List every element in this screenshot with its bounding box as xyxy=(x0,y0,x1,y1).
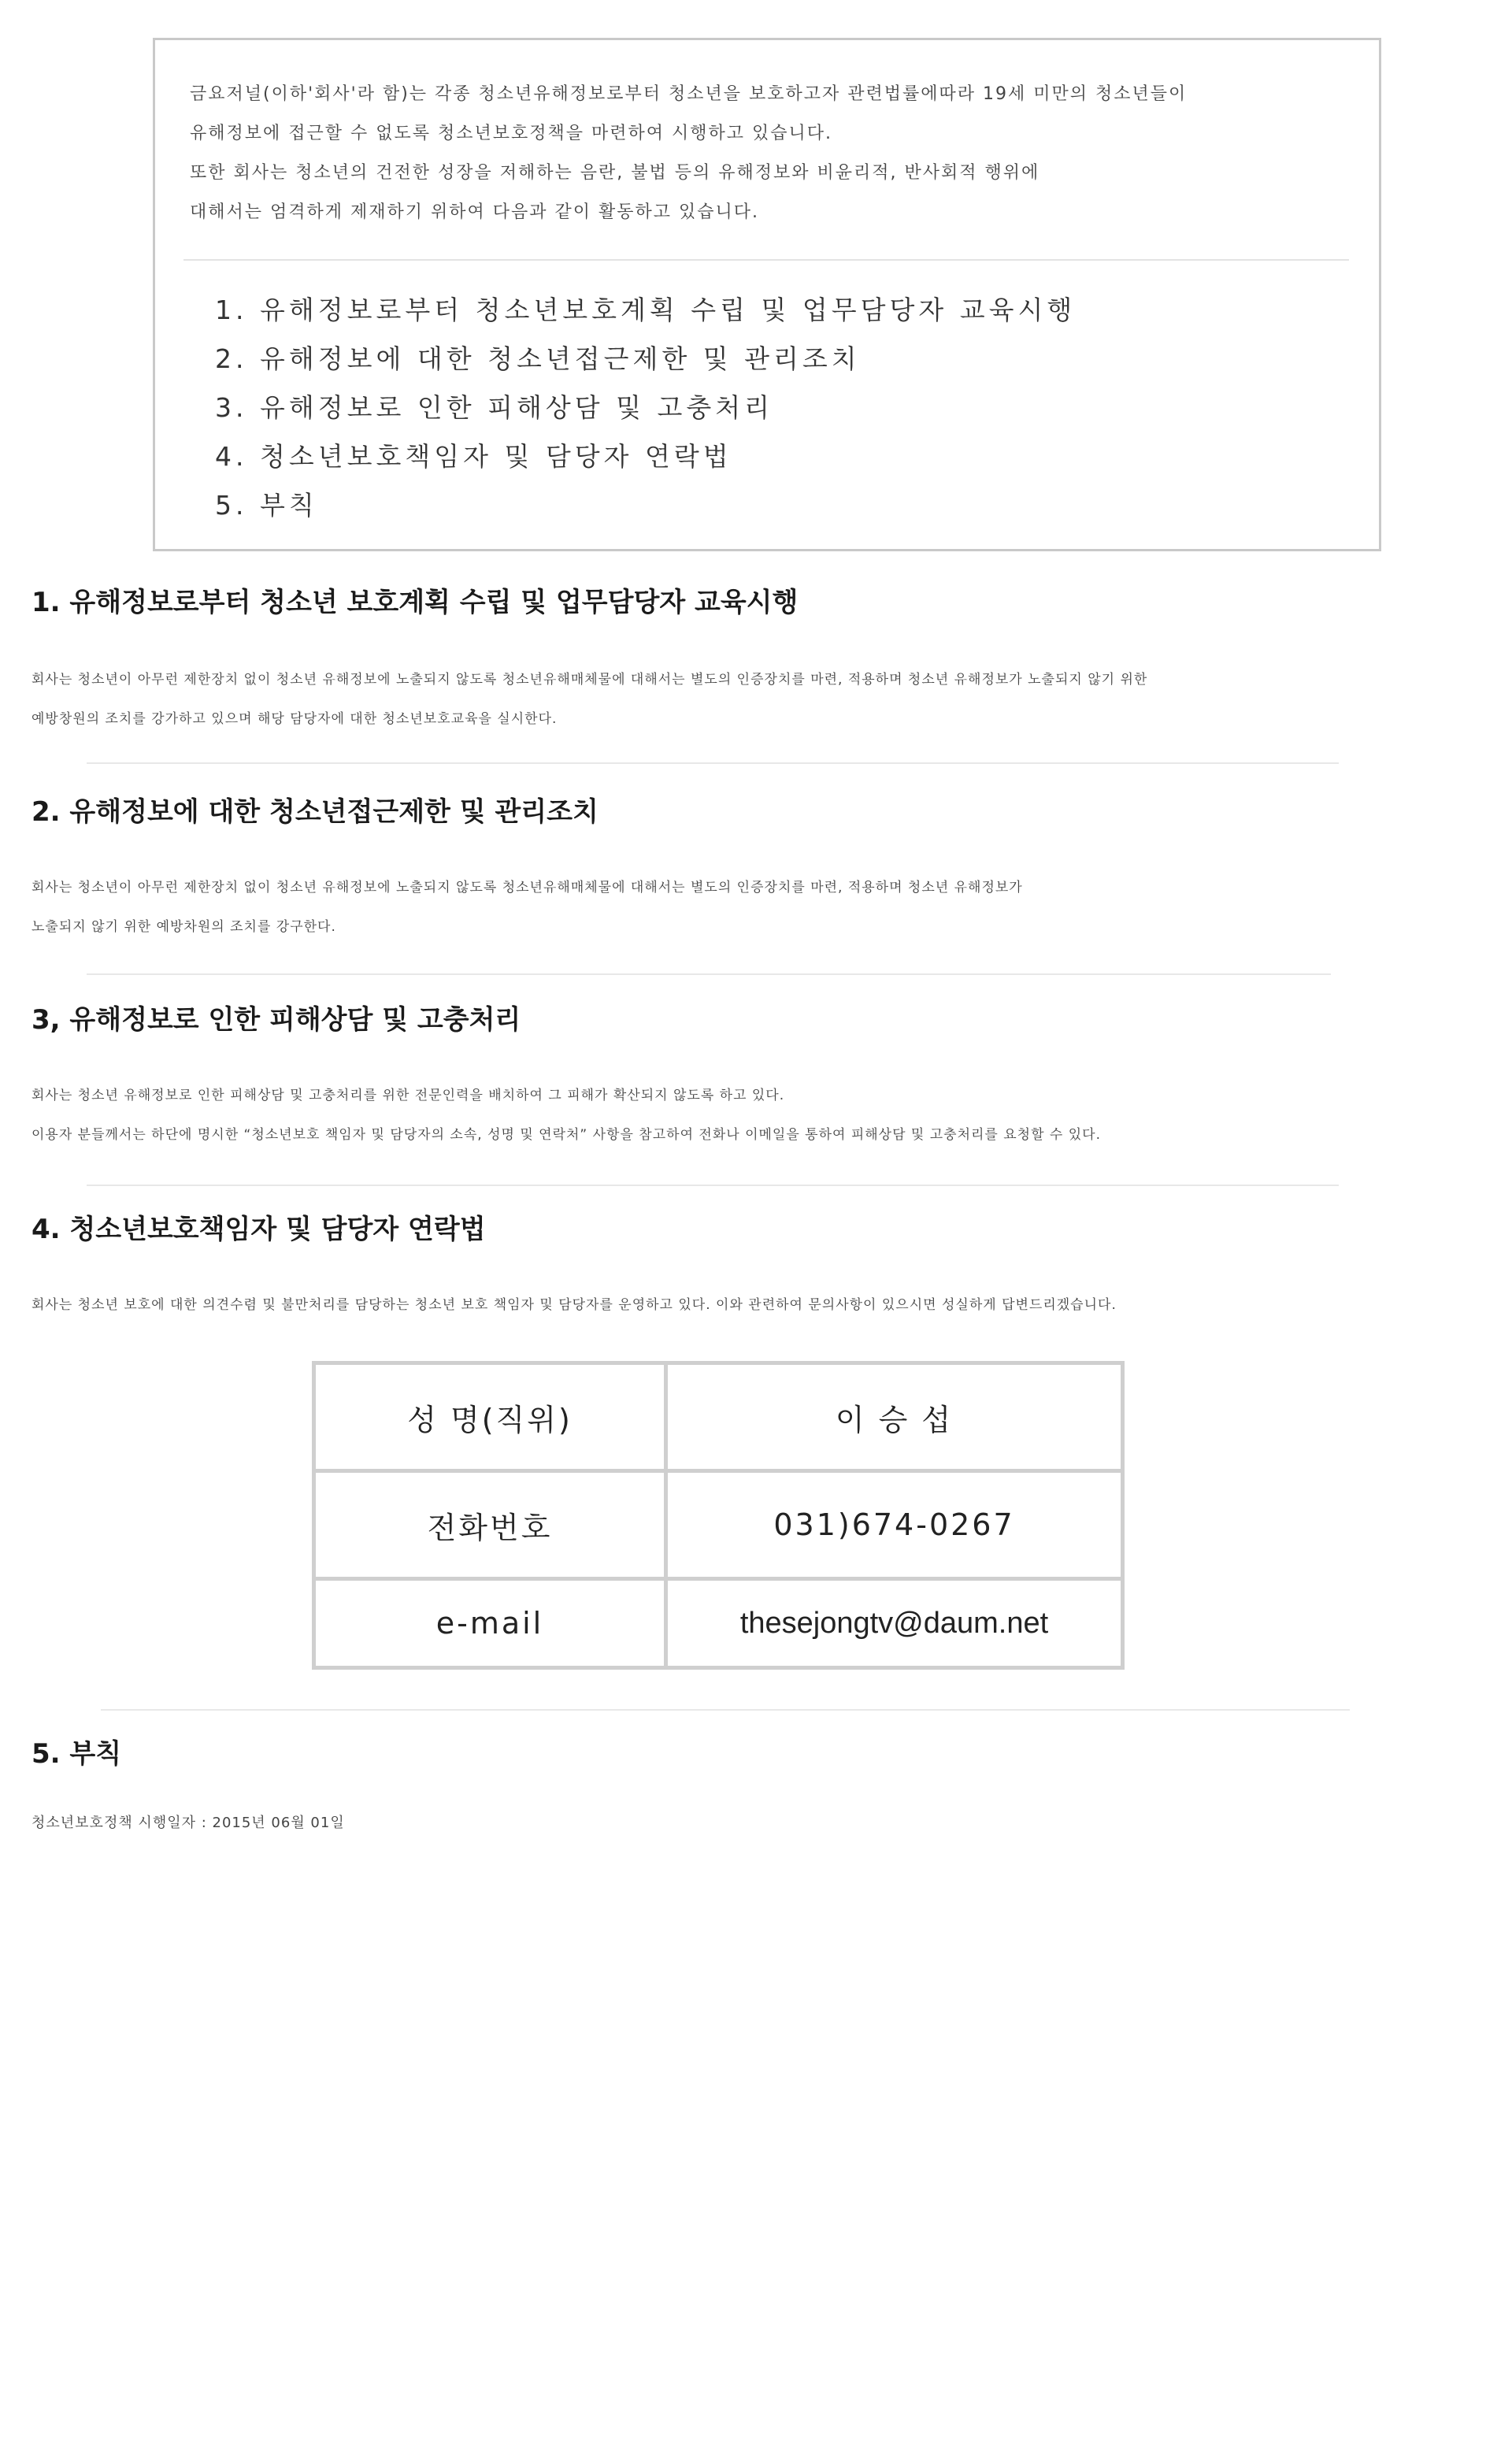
body-line: 회사는 청소년 보호에 대한 의견수렴 및 불만처리를 담당하는 청소년 보호 책임자 및 담당자를 운영하고 있다. 이와 관련하여 문의사항이 있으시면 성실하게 답변드리겠습니다. xyxy=(32,1297,1117,1313)
body-line: 노출되지 않기 위한 예방차원의 조치를 강구한다. xyxy=(32,919,336,935)
section-divider xyxy=(87,1185,1339,1186)
section-1-body xyxy=(32,660,1480,739)
body-line: 회사는 청소년이 아무런 제한장치 없이 청소년 유해정보에 노출되지 않도록 청소년유해매체물에 대해서는 별도의 인증장치를 마련, 적용하며 청소년 유해정보가 노출되지 않기 위한 xyxy=(32,672,1148,688)
contact-name-label: 성 명(직위) xyxy=(314,1363,666,1471)
contact-name-value: 이 승 섭 xyxy=(666,1363,1123,1471)
section-divider xyxy=(87,973,1331,975)
contact-phone-label: 전화번호 xyxy=(314,1471,666,1579)
section-1-title: 1. 유해정보로부터 청소년 보호계획 수립 및 업무담당자 교육시행 xyxy=(32,587,799,618)
section-divider xyxy=(87,762,1339,764)
section-4-title: 4. 청소년보호책임자 및 담당자 연락법 xyxy=(32,1214,486,1245)
intro-paragraph xyxy=(190,75,1363,232)
intro-line: 금요저널(이하'회사'라 함)는 각종 청소년유해정보로부터 청소년을 보호하고자 관련법률에따라 19세 미만의 청소년들이 xyxy=(190,84,1188,104)
table-row xyxy=(314,1579,1123,1668)
section-2-title: 2. 유해정보에 대한 청소년접근제한 및 관리조치 xyxy=(32,796,598,828)
contact-phone-value: 031)674-0267 xyxy=(666,1471,1123,1579)
toc-item: 3. 유해정보로 인한 피해상담 및 고충처리 xyxy=(215,392,773,423)
section-2-body xyxy=(32,868,1480,947)
toc-item: 1. 유해정보로부터 청소년보호계획 수립 및 업무담당자 교육시행 xyxy=(215,295,1077,325)
body-line: 이용자 분들께서는 하단에 명시한 “청소년보호 책임자 및 담당자의 소속, 성명 및 연락처” 사항을 참고하여 전화나 이메일을 통하여 피해상담 및 고충처리를 요청할 수 있다. xyxy=(32,1127,1101,1143)
section-5-title: 5. 부칙 xyxy=(32,1738,122,1770)
contact-table xyxy=(312,1361,1125,1670)
toc-item: 2. 유해정보에 대한 청소년접근제한 및 관리조치 xyxy=(215,343,861,374)
toc-item: 5. 부칙 xyxy=(215,490,318,521)
body-line: 회사는 청소년 유해정보로 인한 피해상담 및 고충처리를 위한 전문인력을 배치하여 그 피해가 확산되지 않도록 하고 있다. xyxy=(32,1088,785,1103)
toc-item: 4. 청소년보호책임자 및 담당자 연락법 xyxy=(215,441,732,472)
table-of-contents xyxy=(215,286,1076,530)
table-row xyxy=(314,1363,1123,1471)
section-3-body xyxy=(32,1076,1480,1155)
intro-box xyxy=(153,38,1381,551)
intro-divider xyxy=(183,259,1349,261)
intro-line: 대해서는 엄격하게 제재하기 위하여 다음과 같이 활동하고 있습니다. xyxy=(190,202,760,222)
table-row xyxy=(314,1471,1123,1579)
section-3-title: 3, 유해정보로 인한 피해상담 및 고충처리 xyxy=(32,1004,521,1036)
section-divider xyxy=(101,1709,1350,1711)
effective-date-text: 청소년보호정책 시행일자 : 2015년 06월 01일 xyxy=(32,1815,345,1831)
intro-line: 유해정보에 접근할 수 없도록 청소년보호정책을 마련하여 시행하고 있습니다. xyxy=(190,124,833,143)
section-4-body xyxy=(32,1285,1480,1325)
body-line: 회사는 청소년이 아무런 제한장치 없이 청소년 유해정보에 노출되지 않도록 청소년유해매체물에 대해서는 별도의 인증장치를 마련, 적용하며 청소년 유해정보가 xyxy=(32,880,1023,895)
body-line: 예방창원의 조치를 강가하고 있으며 해당 담당자에 대한 청소년보호교육을 실시한다. xyxy=(32,711,558,727)
contact-email-value: thesejongtv@daum.net xyxy=(666,1579,1123,1668)
contact-email-label: e-mail xyxy=(314,1579,666,1668)
intro-line: 또한 회사는 청소년의 건전한 성장을 저해하는 음란, 불법 등의 유해정보와 비윤리적, 반사회적 행위에 xyxy=(190,163,1040,183)
